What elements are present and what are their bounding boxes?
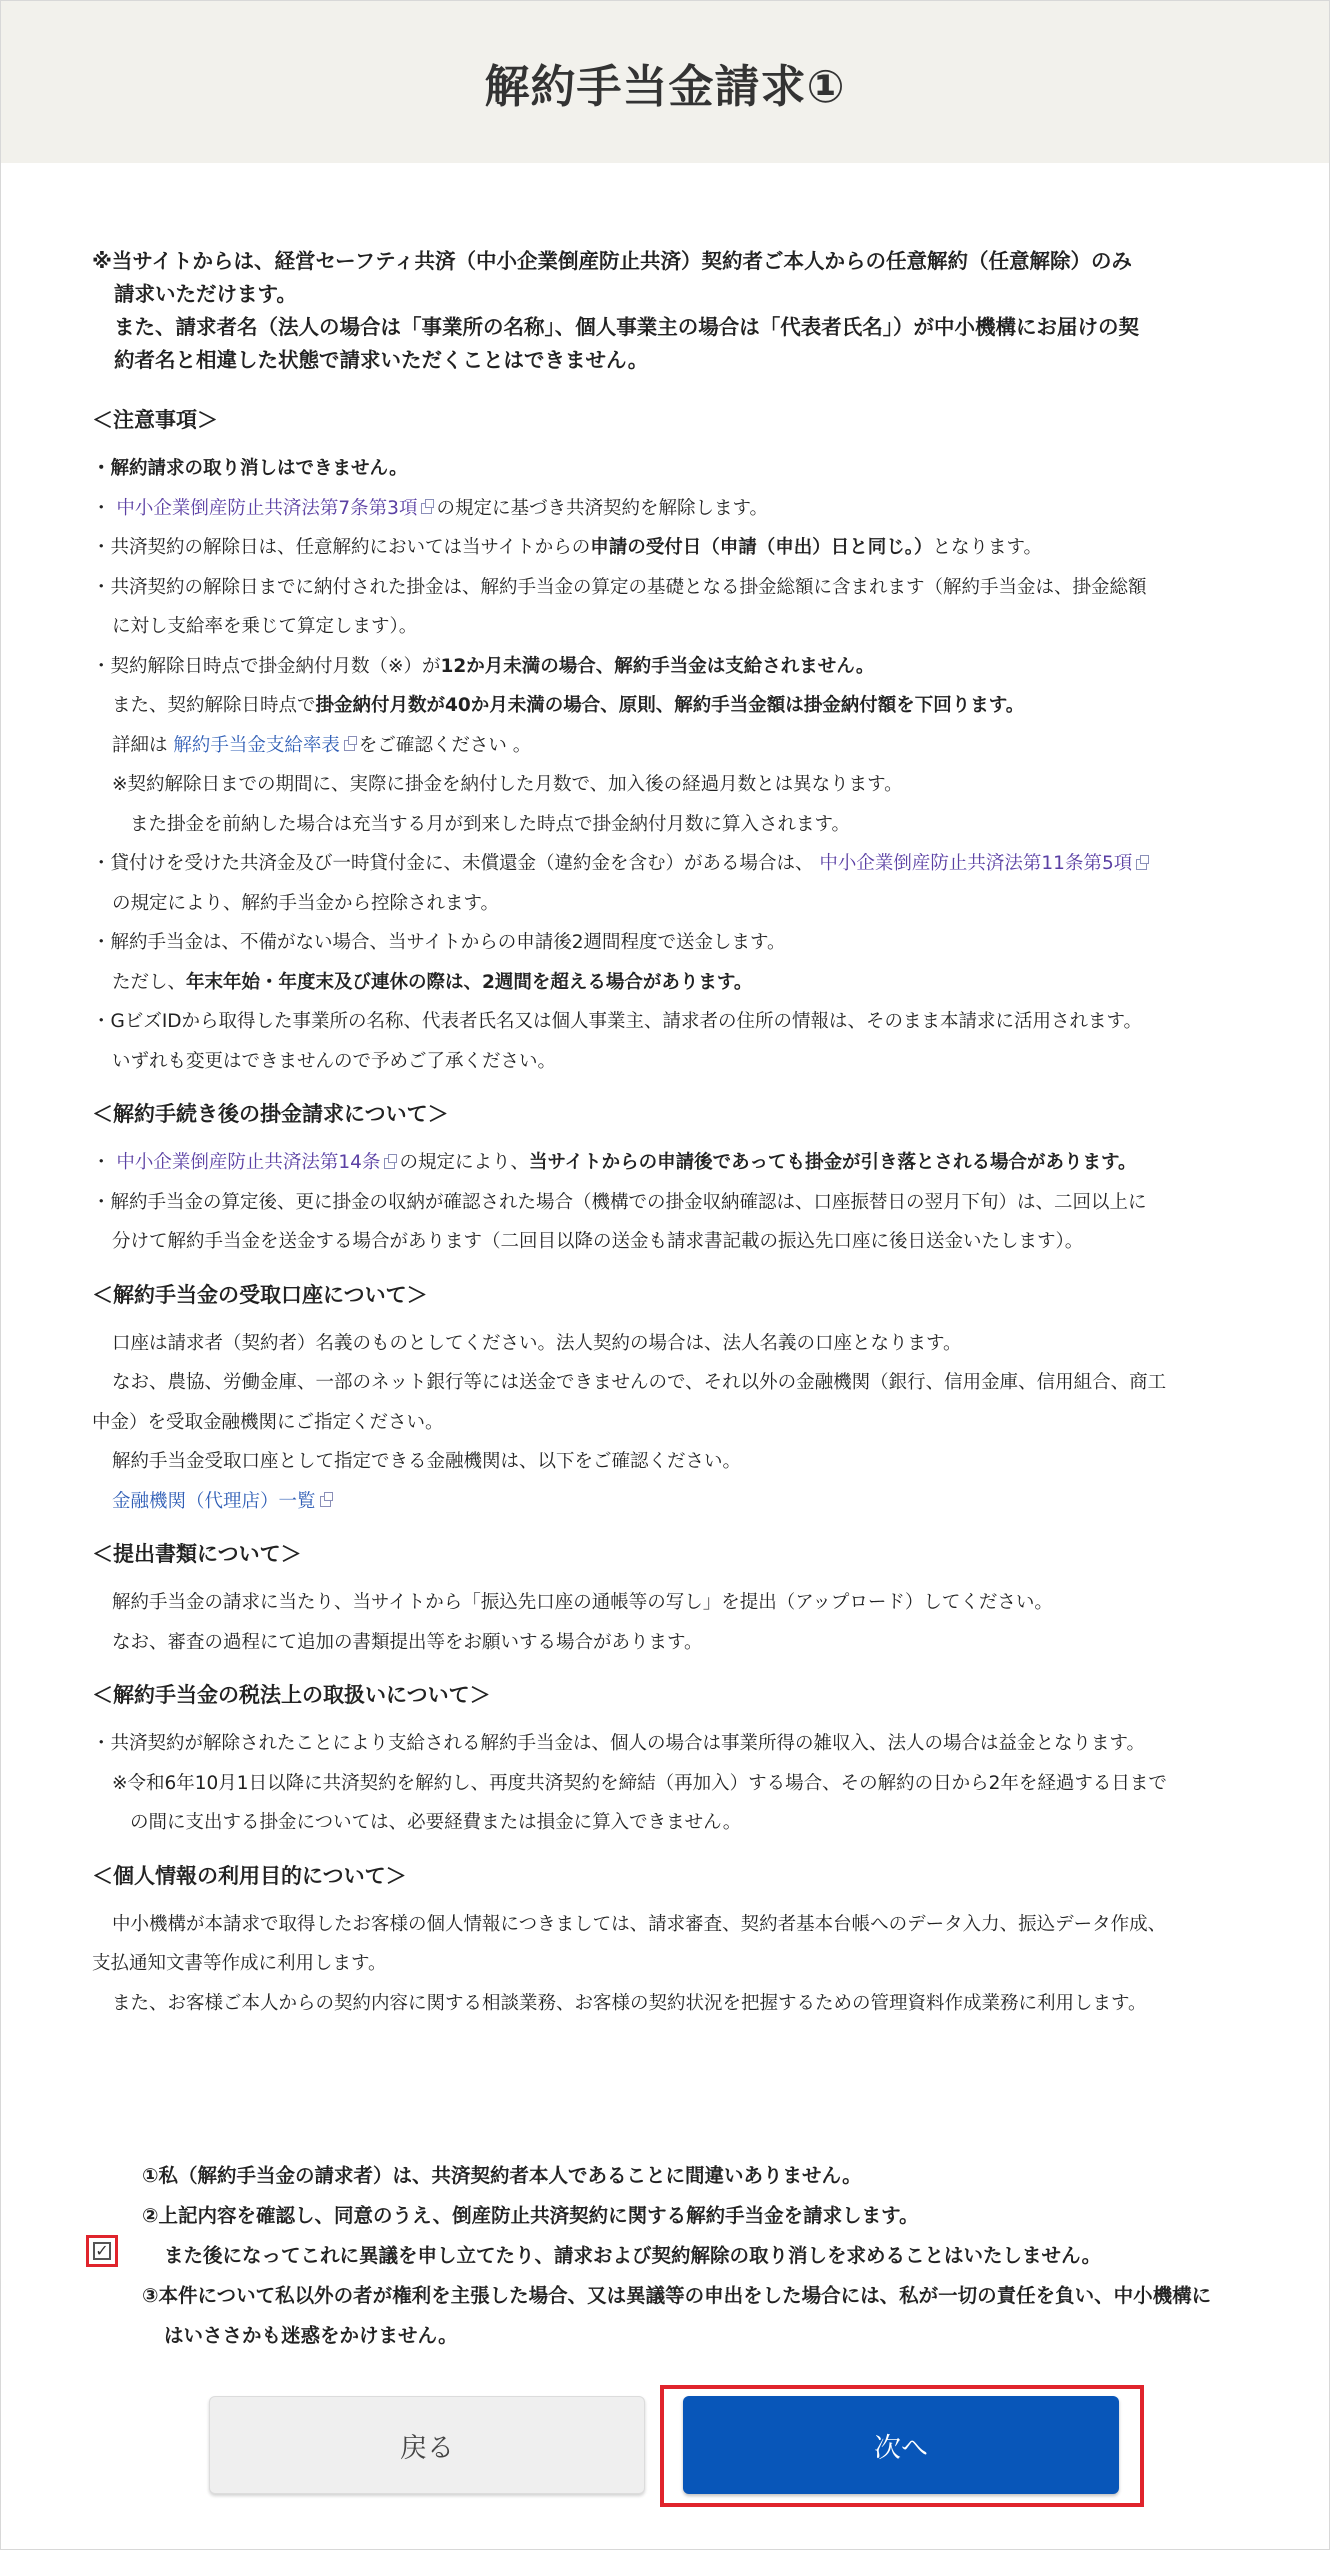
text-line	[92, 1482, 1242, 1522]
external-link-icon	[1136, 859, 1147, 870]
next-button[interactable]: 次へ	[683, 2396, 1119, 2494]
page-title: 解約手当金請求①	[484, 59, 846, 113]
text-line: ・共済契約の解除日は、任意解約においては当サイトからの申請の受付日（申請（申出）日と同じ。）となります。	[92, 537, 1043, 558]
text-line: ・GビズIDから取得した事業所の名称、代表者氏名又は個人事業主、請求者の住所の情報は、そのまま本請求に活用されます。	[92, 1011, 1143, 1032]
section-documents	[92, 1539, 1242, 1662]
section-premium-billing	[92, 1099, 1242, 1262]
text-line: に対し支給率を乗じて算定します）。	[112, 616, 418, 637]
law-14-link[interactable]: 中小企業倒産防止共済法第14条	[116, 1152, 381, 1173]
law-7-3-link[interactable]: 中小企業倒産防止共済法第7条第3項	[116, 497, 418, 519]
agree-checkbox-highlight	[86, 2235, 118, 2267]
agreement-line: ③本件について私以外の者が権利を主張した場合、又は異議等の申出をした場合には、私が一切の責任を負い、中小機構に	[142, 2284, 1212, 2307]
text-line: 解約手当金受取口座として指定できる金融機関は、以下をご確認ください。	[112, 1451, 742, 1472]
text-line: の間に支出する掛金については、必要経費または損金に算入できません。	[130, 1812, 742, 1833]
section-title: ＜注意事項＞	[92, 408, 218, 432]
intro-line: ※当サイトからは、経営セーフティ共済（中小企業倒産防止共済）契約者ご本人からの任意解約（任意解除）のみ	[92, 249, 1133, 273]
text-line: 分けて解約手当金を送金する場合があります（二回目以降の送金も請求書記載の振込先口座に後日送金いたします）。	[112, 1231, 1084, 1252]
text-line: ・解約請求の取り消しはできません。	[92, 458, 408, 479]
agreement-line: はいささかも迷惑をかけません。	[164, 2324, 458, 2347]
text-line: なお、農協、労働金庫、一部のネット銀行等には送金できませんので、それ以外の金融機関（銀行、信用金庫、信用組合、商工	[112, 1372, 1167, 1393]
section-receiving-account	[92, 1280, 1242, 1522]
text-line: なお、審査の過程にて追加の書類提出等をお願いする場合があります。	[112, 1631, 703, 1653]
agreement-line: ①私（解約手当金の請求者）は、共済契約者本人であることに間違いありません。	[142, 2164, 862, 2187]
agreement-line: ②上記内容を確認し、同意のうえ、倒産防止共済契約に関する解約手当金を請求します。	[142, 2204, 919, 2227]
section-title: ＜解約手当金の受取口座について＞	[92, 1282, 428, 1307]
text-line: ・ 中小企業倒産防止共済法第7条第3項 の規定に基づき共済契約を解除します。	[92, 497, 768, 519]
text-line: また、契約解除日時点で掛金納付月数が40か月未満の場合、原則、解約手当金額は掛金納付額を下回ります。	[112, 695, 1025, 716]
page-header	[1, 1, 1329, 163]
text-line: ・共済契約が解除されたことにより支給される解約手当金は、個人の場合は事業所得の雑収入、法人の場合は益金となります。	[92, 1733, 1146, 1754]
section-tax	[92, 1680, 1242, 1843]
external-link-icon	[421, 503, 432, 514]
external-link-icon	[384, 1158, 395, 1169]
intro-line: また、請求者名（法人の場合は「事業所の名称」、個人事業主の場合は「代表者氏名」）が中小機構にお届けの契	[114, 315, 1139, 339]
text-line: いずれも変更はできませんので予めご了承ください。	[112, 1050, 557, 1072]
agreement-block	[92, 2156, 1242, 2356]
agreement-line: また後になってこれに異議を申し立てたり、請求および契約解除の取り消しを求めることはいたしません。	[164, 2244, 1102, 2267]
text-line: ・解約手当金の算定後、更に掛金の収納が確認された場合（機構での掛金収納確認は、口座振替日の翌月下旬）は、二回以上に	[92, 1191, 1147, 1213]
agree-checkbox[interactable]	[93, 2242, 111, 2260]
checkmark-icon: ✓	[95, 2241, 109, 2260]
main-content	[92, 245, 1242, 2041]
text-line: また、お客様ご本人からの契約内容に関する相談業務、お客様の契約状況を把握するための管理資料作成業務に利用します。	[112, 1992, 1147, 2014]
text-line: ・契約解除日時点で掛金納付月数（※）が12か月未満の場合、解約手当金は支給されません。	[92, 655, 875, 677]
external-link-icon	[320, 1496, 331, 1507]
section-title: ＜解約手続き後の掛金請求について＞	[92, 1102, 449, 1126]
section-title: ＜提出書類について＞	[92, 1542, 302, 1566]
intro-notice	[92, 245, 1242, 377]
text-line: 中金）を受取金融機関にご指定ください。	[92, 1411, 444, 1433]
law-11-5-link[interactable]: 中小企業倒産防止共済法第11条第5項	[819, 853, 1133, 874]
text-line: ・解約手当金は、不備がない場合、当サイトからの申請後2週間程度で送金します。	[92, 932, 786, 953]
text-line: 解約手当金の請求に当たり、当サイトから「振込先口座の通帳等の写し」を提出（アップロード）してください。	[112, 1592, 1053, 1613]
text-line: ただし、年末年始・年度末及び連休の際は、2週間を超える場合があります。	[112, 971, 753, 993]
text-line: ・貸付けを受けた共済金及び一時貸付金に、未償還金（違約金を含む）がある場合は、 中小企業倒産防止共済法第11条第5項	[92, 844, 1242, 884]
text-line: ・共済契約の解除日までに納付された掛金は、解約手当金の算定の基礎となる掛金総額に含まれます（解約手当金は、掛金総額	[92, 576, 1147, 598]
external-link-icon	[344, 740, 355, 751]
financial-institutions-link[interactable]: 金融機関（代理店）一覧	[112, 1490, 316, 1512]
text-line: ※契約解除日までの期間に、実際に掛金を納付した月数で、加入後の経過月数とは異なります。	[112, 774, 903, 795]
text-line: の規定により、解約手当金から控除されます。	[112, 892, 500, 914]
text-line: 詳細は 解約手当金支給率表 をご確認ください 。	[112, 734, 532, 756]
intro-line: 請求いただけます。	[114, 282, 297, 306]
section-title: ＜解約手当金の税法上の取扱いについて＞	[92, 1683, 491, 1707]
text-line: また掛金を前納した場合は充当する月が到来した時点で掛金納付月数に算入されます。	[130, 813, 851, 835]
text-line: 支払通知文書等作成に利用します。	[92, 1953, 387, 1974]
text-line: 中小機構が本請求で取得したお客様の個人情報につきましては、請求審査、契約者基本台帳へのデータ入力、振込データ作成、	[112, 1913, 1167, 1935]
back-button[interactable]: 戻る	[209, 2396, 645, 2494]
text-line: 口座は請求者（契約者）名義のものとしてください。法人契約の場合は、法人名義の口座となります。	[112, 1332, 962, 1354]
section-precautions	[92, 405, 1242, 1081]
text-line: ・ 中小企業倒産防止共済法第14条 の規定により、当サイトからの申請後であっても掛金が引き落とされる場合があります。	[92, 1152, 1137, 1173]
section-privacy	[92, 1861, 1242, 2024]
payment-rate-table-link[interactable]: 解約手当金支給率表	[173, 734, 340, 756]
section-title: ＜個人情報の利用目的について＞	[92, 1863, 407, 1888]
intro-line: 約者名と相違した状態で請求いただくことはできません。	[114, 348, 649, 372]
text-line: ※令和6年10月1日以降に共済契約を解約し、再度共済契約を締結（再加入）する場合、その解約の日から2年を経過する日まで	[112, 1772, 1167, 1794]
